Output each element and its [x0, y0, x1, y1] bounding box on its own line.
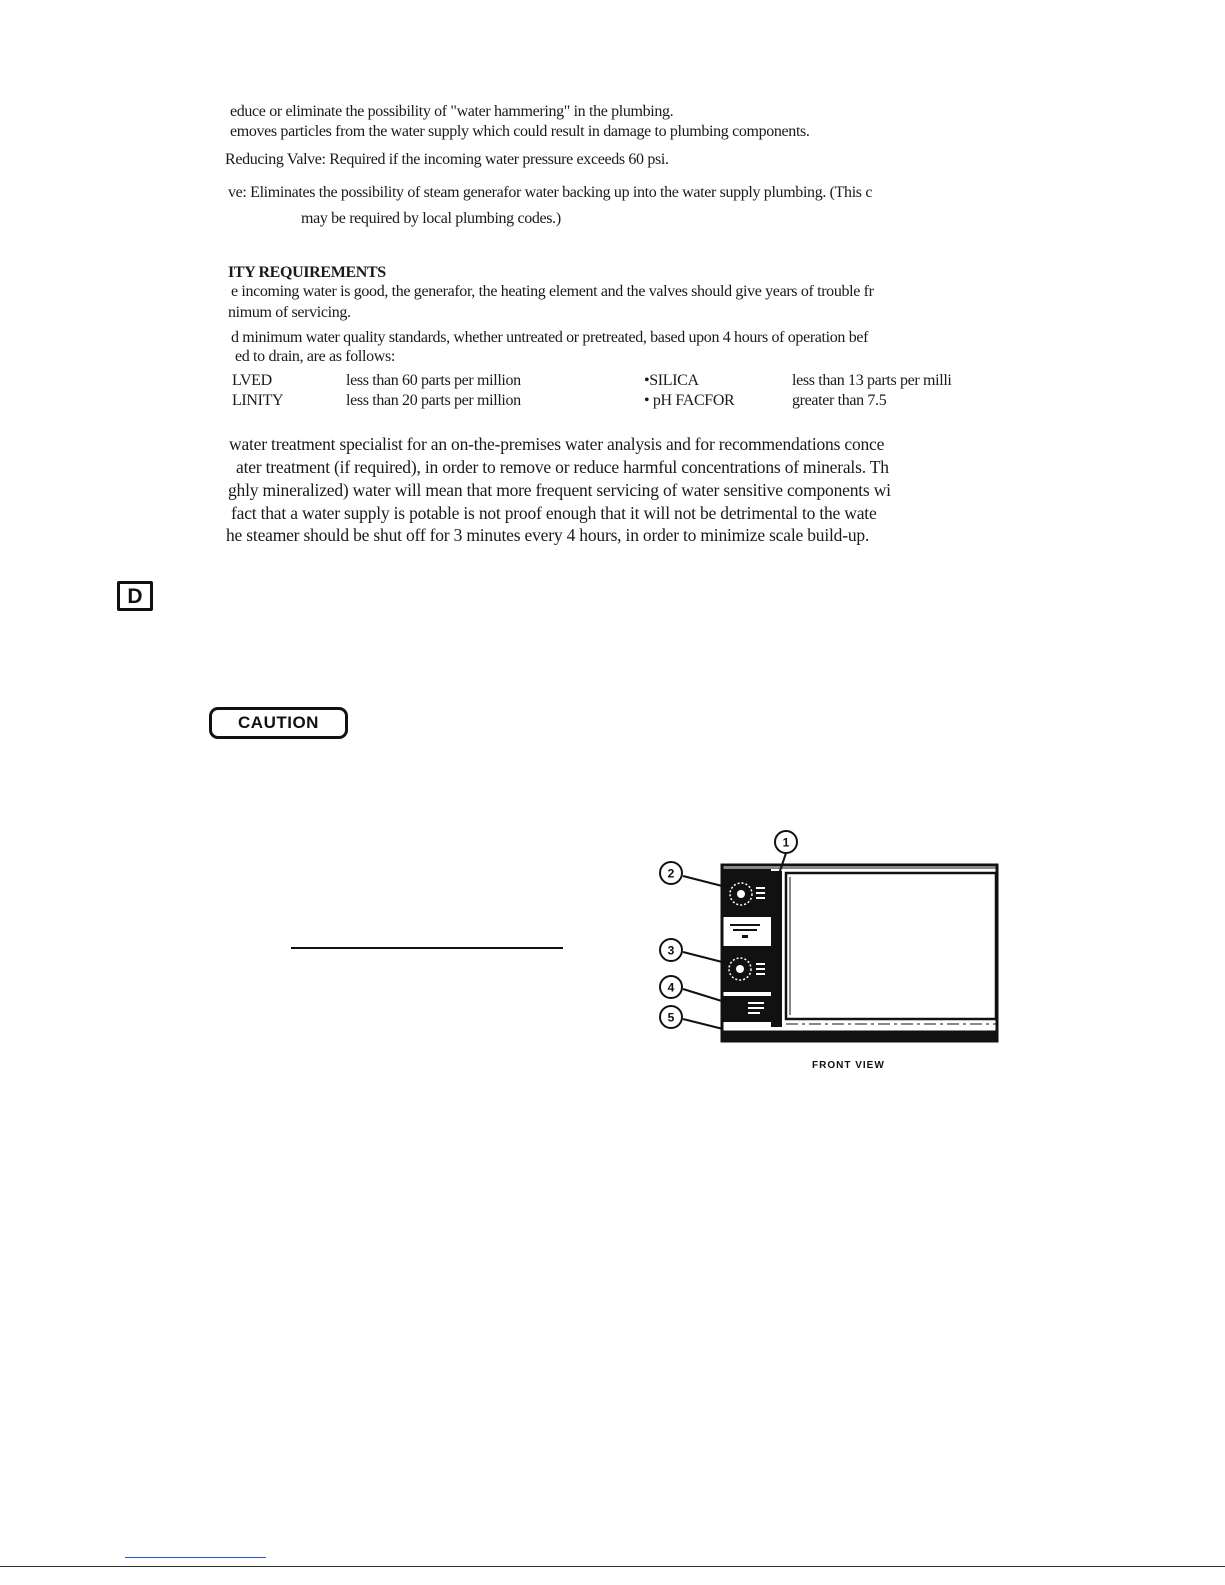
footer-link-underline — [125, 1557, 266, 1558]
callout-number: 4 — [667, 980, 675, 995]
standard-value: less than 60 parts per million — [346, 372, 521, 389]
text-line: ed to drain, are as follows: — [235, 348, 395, 365]
standard-value: less than 20 parts per million — [346, 392, 521, 409]
text-line: emoves particles from the water supply which could result in damage to plumbing components. — [230, 123, 810, 140]
section-letter-box: D — [117, 581, 153, 611]
caution-badge: CAUTION — [209, 707, 348, 739]
standard-name: LINITY — [232, 392, 284, 409]
text-line: ghly mineralized) water will mean that more frequent servicing of water sensitive components wi — [228, 480, 891, 500]
control-panel — [723, 869, 771, 1022]
text-line: ater treatment (if required), in order to remove or reduce harmful concentrations of minerals. Th — [236, 457, 889, 477]
standard-value: less than 13 parts per milli — [792, 372, 952, 389]
front-view-figure — [650, 825, 1010, 1080]
figure-caption: FRONT VIEW — [812, 1060, 885, 1071]
text-line: fact that a water supply is potable is not proof enough that it will not be detrimental to the wate — [231, 503, 877, 523]
text-line: e incoming water is good, the generafor, the heating element and the valves should give years of trouble fr — [231, 283, 874, 300]
callout-number: 3 — [667, 943, 675, 958]
text-line: he steamer should be shut off for 3 minutes every 4 hours, in order to minimize scale build-up. — [226, 525, 870, 545]
page-bottom-rule — [0, 1566, 1225, 1567]
callout-number: 5 — [667, 1010, 675, 1025]
standard-name: •SILICA — [644, 372, 699, 389]
text-line: nimum of servicing. — [228, 304, 351, 321]
standard-value: greater than 7.5 — [792, 392, 887, 409]
text-line: ve: Eliminates the possibility of steam generafor water backing up into the water supply plumbing. (This c — [228, 184, 873, 201]
text-line: water treatment specialist for an on-the-premises water analysis and for recommendations conce — [229, 434, 885, 454]
callout-number: 2 — [667, 866, 675, 881]
text-line: d minimum water quality standards, whether untreated or pretreated, based upon 4 hours of operation bef — [231, 329, 869, 346]
standard-name: • pH FACFOR — [644, 392, 735, 409]
standard-name: LVED — [232, 372, 272, 389]
text-line: educe or eliminate the possibility of "water hammering" in the plumbing. — [230, 103, 674, 120]
text-line: Reducing Valve: Required if the incoming water pressure exceeds 60 psi. — [225, 151, 669, 168]
callout-number: 1 — [782, 835, 790, 850]
text-line: may be required by local plumbing codes.) — [301, 210, 561, 227]
blank-rule — [291, 947, 563, 949]
section-heading: ITY REQUIREMENTS — [228, 264, 386, 281]
